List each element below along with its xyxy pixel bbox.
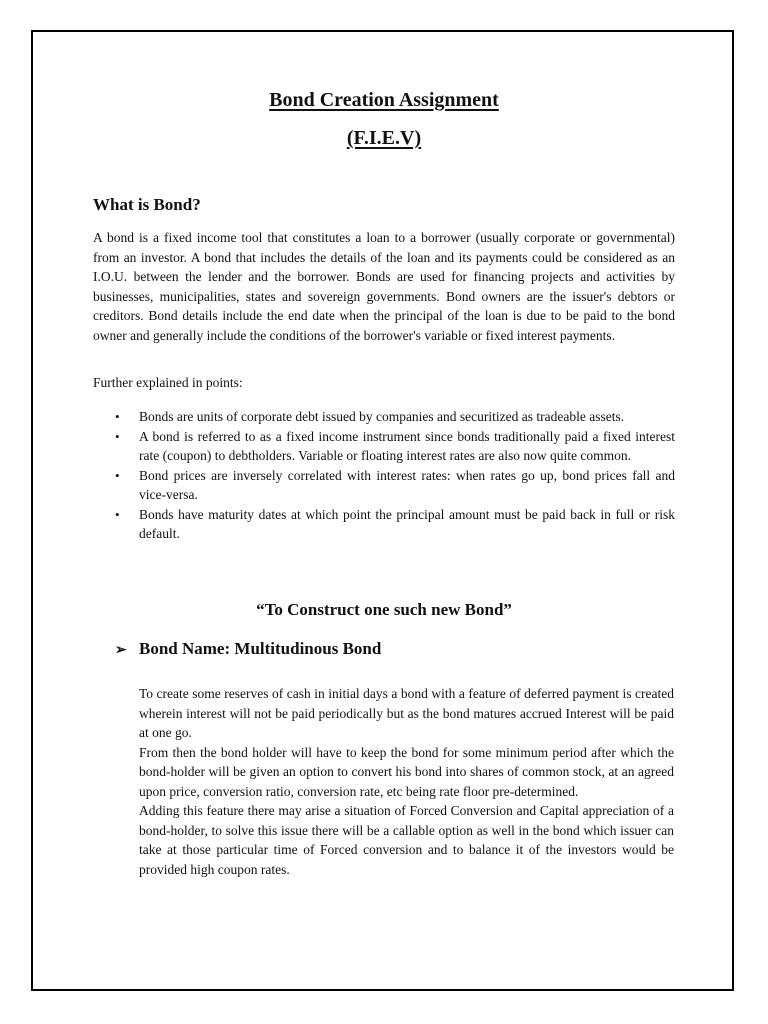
bullet-item (93, 427, 675, 466)
bullet-item (93, 505, 675, 544)
bullet-item (93, 466, 675, 505)
bullet-text: Bonds have maturity dates at which point the principal amount must be paid back in full or risk default. (139, 506, 675, 541)
bond-paragraph: To create some reserves of cash in initial days a bond with a feature of deferred payment is created wherein interest will not be paid periodically but as the bond matures accrued Interest will be paid at one go. (139, 686, 674, 740)
bullet-icon: • (115, 506, 120, 522)
construct-heading: “To Construct one such new Bond” (256, 600, 512, 619)
further-label: Further explained in points: (93, 375, 243, 390)
document-title: Bond Creation Assignment (269, 89, 499, 111)
bond-name-heading (115, 639, 381, 659)
bond-name-text: Bond Name: Multitudinous Bond (139, 639, 382, 658)
bullet-text: Bonds are units of corporate debt issued by companies and securitized as tradeable assets. (139, 409, 625, 424)
arrow-bullet-icon: ➢ (115, 643, 127, 658)
section-heading-what-is-bond: What is Bond? (93, 195, 201, 214)
bullet-list (93, 407, 675, 544)
bullet-icon: • (115, 467, 120, 483)
bond-paragraph: Adding this feature there may arise a situation of Forced Conversion and Capital appreciation of a bond-holder, to solve this issue there will be a callable option as well in the bond which issuer can take at those particular time of Forced conversion and to balance it of the investors would be provided high coupon rates. (139, 803, 674, 877)
bond-paragraph: From then the bond holder will have to keep the bond for some minimum period after which the bond-holder will be given an option to convert his bond into shares of common stock, at an agreed upon price, conversion ratio, conversion rate, etc being rate floor pre-determined. (139, 744, 674, 799)
bullet-icon: • (115, 409, 120, 424)
intro-paragraph: A bond is a fixed income tool that constitutes a loan to a borrower (usually corporate or governmental) from an investor. A bond that includes the details of the loan and its payments could be considered as an I.O.U. between the lender and the borrower. Bonds are used for financing projects and activities by businesses, municipalities, states and sovereign governments. Bond owners are the issuer's debtors or creditors. Bond details include the end date when the principal of the loan is due to be paid to the bond owner and generally include the conditions of the borrower's variable or fixed interest payments. (93, 230, 675, 343)
bullet-text: A bond is referred to as a fixed income instrument since bonds traditionally paid a fixed interest rate (coupon) to debtholders. Variable or floating interest rates are also now quite common. (139, 428, 675, 463)
bond-description (139, 684, 674, 879)
bullet-text: Bond prices are inversely correlated with interest rates: when rates go up, bond prices fall and vice-versa. (139, 467, 675, 502)
bullet-icon: • (115, 428, 120, 444)
bullet-item (93, 407, 675, 427)
document-subtitle: (F.I.E.V) (346, 127, 422, 149)
